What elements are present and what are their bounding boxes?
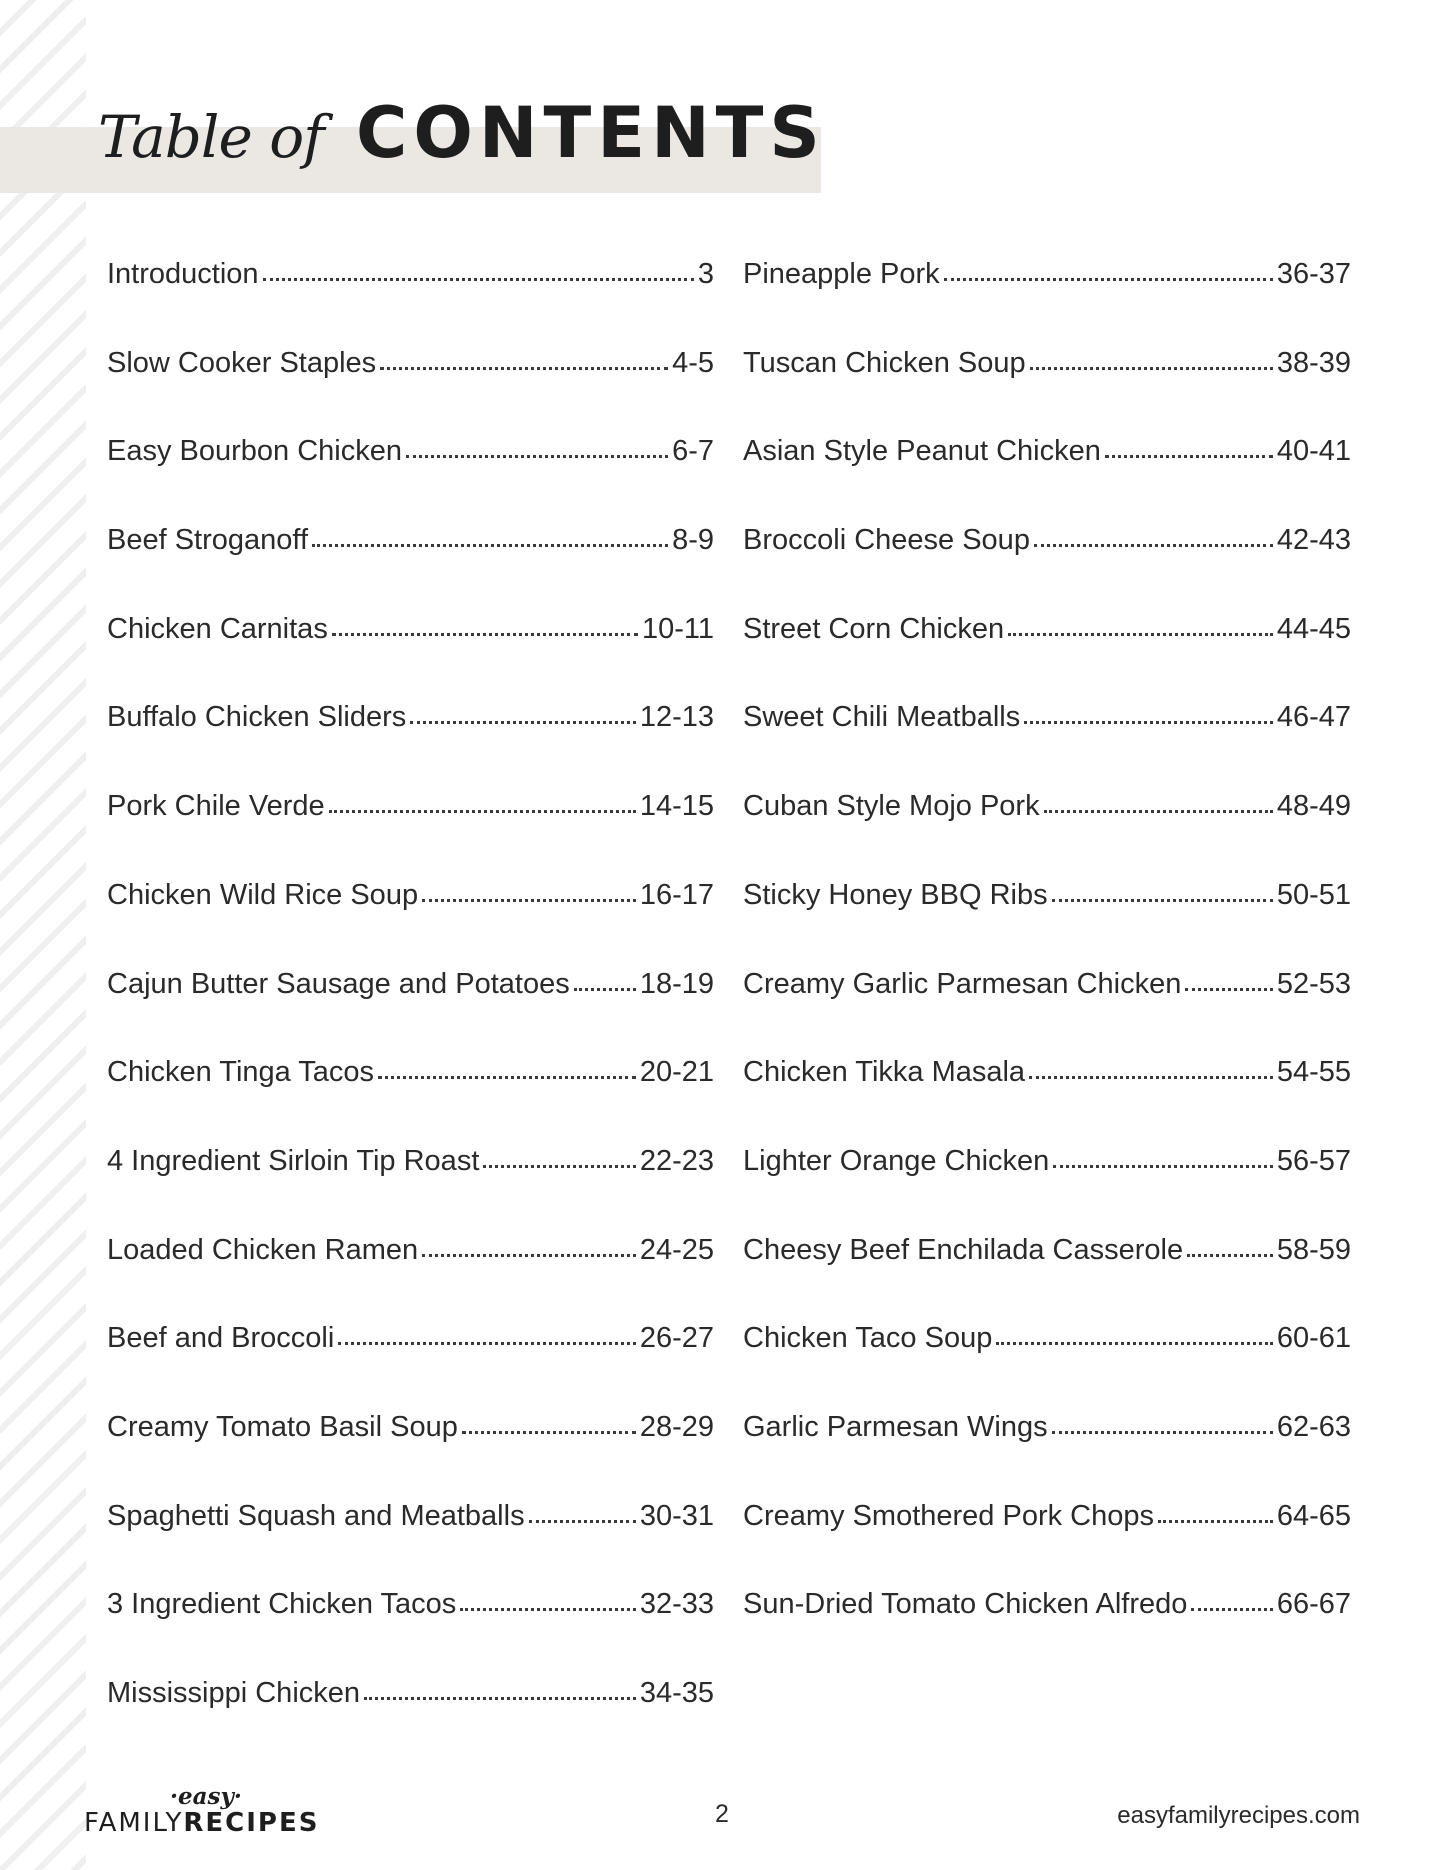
page-number: 2	[715, 1800, 729, 1828]
toc-entry-pages: 36-37	[1276, 258, 1351, 290]
toc-entry-pages: 30-31	[639, 1499, 714, 1532]
decorative-stripe-band	[0, 0, 86, 1870]
toc-entry-title: Lighter Orange Chicken	[743, 1144, 1050, 1177]
toc-entry-pages: 28-29	[639, 1410, 714, 1443]
toc-entry-pages: 32-33	[639, 1588, 714, 1621]
toc-entry-title: Easy Bourbon Chicken	[107, 435, 402, 468]
toc-entry-title: Creamy Garlic Parmesan Chicken	[743, 967, 1182, 1000]
toc-entry-pages: 66-67	[1276, 1588, 1351, 1621]
toc-entry	[107, 1500, 714, 1589]
toc-entry-title: Buffalo Chicken Sliders	[107, 701, 407, 734]
toc-entry-title: Chicken Tinga Tacos	[107, 1056, 375, 1089]
toc-entry-title: Sun-Dried Tomato Chicken Alfredo	[743, 1588, 1188, 1621]
toc-entry-pages: 10-11	[641, 612, 714, 645]
toc-entry-title: Cheesy Beef Enchilada Casserole	[743, 1233, 1184, 1266]
toc-entry	[743, 1234, 1351, 1323]
toc-entry-title: 3 Ingredient Chicken Tacos	[107, 1588, 457, 1621]
toc-dot-leader	[422, 899, 636, 902]
toc-entry	[743, 701, 1351, 790]
toc-entry	[743, 1500, 1351, 1589]
toc-dot-leader	[574, 988, 636, 991]
toc-entry	[743, 879, 1351, 968]
toc-entry-pages: 14-15	[639, 790, 714, 823]
toc-entry	[743, 1322, 1351, 1411]
toc-entry-title: Introduction	[107, 258, 259, 290]
toc-entry	[743, 524, 1351, 613]
toc-dot-leader	[1029, 1076, 1273, 1079]
toc-entry-title: Mississippi Chicken	[107, 1677, 361, 1709]
toc-dot-leader	[410, 721, 636, 724]
toc-dot-leader	[380, 367, 668, 370]
toc-entry-title: Tuscan Chicken Soup	[743, 346, 1026, 379]
toc-dot-leader	[1191, 1608, 1272, 1611]
toc-entry-pages: 50-51	[1276, 878, 1351, 911]
toc-entry	[743, 968, 1351, 1057]
toc-entry	[743, 435, 1351, 524]
toc-entry	[743, 258, 1351, 347]
toc-dot-leader	[1053, 1165, 1273, 1168]
toc-entry-title: Broccoli Cheese Soup	[743, 524, 1030, 557]
toc-dot-leader	[378, 1076, 636, 1079]
toc-column-right	[743, 258, 1351, 1677]
toc-dot-leader	[1187, 1254, 1273, 1257]
website-url: easyfamilyrecipes.com	[1117, 1802, 1360, 1829]
toc-entry-title: Creamy Smothered Pork Chops	[743, 1499, 1154, 1532]
toc-dot-leader	[332, 633, 638, 636]
toc-entry-pages: 4-5	[672, 346, 714, 379]
logo-recipes: RECIPES	[183, 1808, 320, 1838]
toc-entry	[743, 1056, 1351, 1145]
toc-entry	[107, 1588, 714, 1677]
page-title	[98, 92, 826, 174]
toc-entry-title: Asian Style Peanut Chicken	[743, 435, 1101, 468]
toc-dot-leader	[364, 1697, 636, 1700]
toc-entry-pages: 62-63	[1276, 1410, 1351, 1443]
logo-easy-script: ·easy·	[170, 1783, 242, 1810]
logo-family: FAMILY	[84, 1808, 184, 1838]
toc-entry	[107, 790, 714, 879]
toc-dot-leader	[1052, 899, 1273, 902]
toc-entry-pages: 64-65	[1276, 1499, 1351, 1532]
toc-entry-pages: 6-7	[672, 435, 714, 468]
toc-entry-title: Cuban Style Mojo Pork	[743, 790, 1040, 823]
toc-entry-title: Street Corn Chicken	[743, 612, 1005, 645]
toc-entry	[743, 347, 1351, 436]
toc-entry-title: Beef Stroganoff	[107, 524, 309, 557]
toc-entry	[743, 613, 1351, 702]
toc-entry-pages: 44-45	[1276, 612, 1351, 645]
toc-entry-pages: 40-41	[1276, 435, 1351, 468]
toc-dot-leader	[483, 1165, 635, 1168]
toc-entry-pages: 3	[697, 258, 714, 290]
toc-entry-title: Slow Cooker Staples	[107, 346, 377, 379]
toc-entry-title: Chicken Taco Soup	[743, 1322, 993, 1355]
toc-entry	[107, 1056, 714, 1145]
toc-entry-title: Loaded Chicken Ramen	[107, 1233, 419, 1266]
toc-entry-title: Cajun Butter Sausage and Potatoes	[107, 967, 570, 1000]
toc-entry-title: Pineapple Pork	[743, 258, 940, 290]
toc-dot-leader	[329, 810, 636, 813]
toc-entry-pages: 56-57	[1276, 1144, 1351, 1177]
toc-entry-title: Chicken Tikka Masala	[743, 1056, 1026, 1089]
toc-dot-leader	[422, 1254, 636, 1257]
toc-entry-pages: 8-9	[672, 524, 714, 557]
toc-entry-pages: 26-27	[639, 1322, 714, 1355]
toc-dot-leader	[529, 1520, 636, 1523]
toc-entry-pages: 46-47	[1276, 701, 1351, 734]
logo-wordmark	[84, 1808, 319, 1838]
toc-entry-title: Chicken Wild Rice Soup	[107, 878, 419, 911]
title-caps: CONTENTS	[356, 92, 826, 174]
toc-entry	[743, 1588, 1351, 1677]
toc-dot-leader	[462, 1431, 636, 1434]
toc-entry-title: Chicken Carnitas	[107, 612, 328, 645]
toc-entry	[107, 701, 714, 790]
toc-entry-pages: 12-13	[639, 701, 714, 734]
toc-entry-pages: 52-53	[1276, 967, 1351, 1000]
toc-dot-leader	[1034, 544, 1273, 547]
toc-dot-leader	[1052, 1431, 1273, 1434]
toc-dot-leader	[1024, 721, 1273, 724]
toc-dot-leader	[1008, 633, 1273, 636]
toc-dot-leader	[406, 455, 668, 458]
toc-entry	[107, 1322, 714, 1411]
toc-dot-leader	[944, 278, 1273, 281]
toc-dot-leader	[1105, 455, 1273, 458]
toc-entry	[743, 1145, 1351, 1234]
toc-entry-pages: 48-49	[1276, 790, 1351, 823]
toc-entry	[107, 1234, 714, 1323]
toc-entry-title: Beef and Broccoli	[107, 1322, 335, 1355]
toc-dot-leader	[996, 1342, 1272, 1345]
toc-entry-pages: 16-17	[639, 878, 714, 911]
toc-dot-leader	[1030, 367, 1273, 370]
toc-entry-pages: 18-19	[639, 967, 714, 1000]
toc-entry	[107, 258, 714, 347]
toc-entry	[743, 1411, 1351, 1500]
toc-entry	[107, 1677, 714, 1766]
toc-dot-leader	[338, 1342, 636, 1345]
toc-entry-title: Garlic Parmesan Wings	[743, 1410, 1048, 1443]
toc-entry-pages: 58-59	[1276, 1233, 1351, 1266]
toc-entry-pages: 20-21	[639, 1056, 714, 1089]
toc-entry	[743, 790, 1351, 879]
toc-entry-pages: 24-25	[639, 1233, 714, 1266]
toc-entry	[107, 968, 714, 1057]
toc-entry	[107, 1145, 714, 1234]
toc-entry	[107, 435, 714, 524]
toc-column-left	[107, 258, 714, 1766]
toc-dot-leader	[1044, 810, 1273, 813]
toc-entry-title: 4 Ingredient Sirloin Tip Roast	[107, 1144, 480, 1177]
toc-dot-leader	[263, 278, 694, 281]
toc-entry	[107, 1411, 714, 1500]
toc-entry-pages: 38-39	[1276, 346, 1351, 379]
toc-dot-leader	[312, 544, 668, 547]
toc-entry	[107, 879, 714, 968]
toc-dot-leader	[460, 1608, 636, 1611]
title-script: Table of	[98, 103, 324, 171]
toc-entry-pages: 22-23	[639, 1144, 714, 1177]
toc-entry-title: Creamy Tomato Basil Soup	[107, 1410, 458, 1443]
toc-dot-leader	[1185, 988, 1272, 991]
toc-entry-pages: 34-35	[639, 1677, 714, 1709]
toc-entry	[107, 613, 714, 702]
toc-entry-title: Sweet Chili Meatballs	[743, 701, 1021, 734]
toc-entry-pages: 60-61	[1276, 1322, 1351, 1355]
toc-entry	[107, 524, 714, 613]
toc-entry-title: Pork Chile Verde	[107, 790, 325, 823]
toc-dot-leader	[1158, 1520, 1273, 1523]
toc-entry-title: Spaghetti Squash and Meatballs	[107, 1499, 525, 1532]
toc-entry-pages: 42-43	[1276, 524, 1351, 557]
toc-entry	[107, 347, 714, 436]
toc-entry-title: Sticky Honey BBQ Ribs	[743, 878, 1048, 911]
toc-entry-pages: 54-55	[1276, 1056, 1351, 1089]
